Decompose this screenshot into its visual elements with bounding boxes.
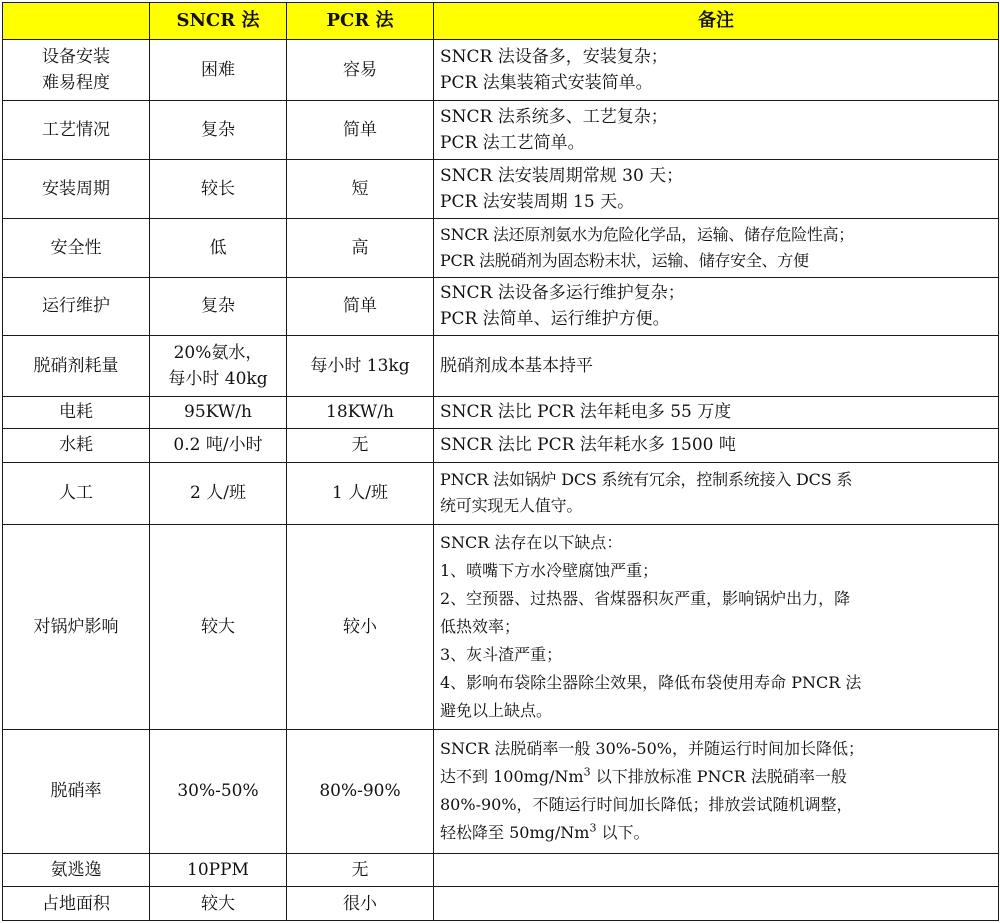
row-sncr: 0.2 吨/小时 [150,429,287,463]
row-pcr: 80%-90% [287,729,434,853]
note-line: PCR 法安装周期 15 天。 [440,191,635,212]
row-item: 运行维护 [3,277,150,335]
note-segment: 以下排放标准 PNCR 法脱硝率一般 [595,767,847,787]
row-item: 安装周期 [3,159,150,218]
note-line: 避免以上缺点。 [440,700,553,720]
row-item: 电耗 [3,396,150,429]
superscript: 3 [589,822,597,836]
row-sncr: 95KW/h [150,396,287,429]
row-note [434,40,999,101]
row-item: 脱硝率 [3,729,150,853]
table-row [3,729,999,853]
row-pcr: 较小 [287,524,434,729]
row-note [434,277,999,335]
row-note [434,159,999,218]
note-line: PCR 法简单、运行维护方便。 [440,309,670,330]
table-row [3,40,999,101]
sncr-line: 每小时 40kg [168,368,268,389]
note-line: SNCR 法系统多、工艺复杂； [440,106,668,127]
row-item: 对锅炉影响 [3,524,150,729]
note-segment: 以下。 [601,823,650,843]
row-pcr: 容易 [287,40,434,101]
row-sncr: 2 人/班 [150,462,287,524]
row-note [434,218,999,277]
row-note [434,462,999,524]
note-line: PNCR 法如锅炉 DCS 系统有冗余，控制系统接入 DCS 系 [440,470,853,490]
row-item [3,40,150,101]
note-line: 2、空预器、过热器、省煤器积灰严重，影响锅炉出力，降 [440,588,851,608]
row-pcr: 1 人/班 [287,462,434,524]
table-row [3,429,999,463]
row-pcr: 每小时 13kg [287,335,434,396]
row-sncr: 复杂 [150,100,287,159]
row-pcr: 很小 [287,887,434,921]
row-pcr: 18KW/h [287,396,434,429]
note-segment: 达不到 100mg/Nm [440,767,584,787]
note-line: 统可实现无人值守。 [440,496,583,516]
note-line: SNCR 法存在以下缺点： [440,532,623,552]
row-note [434,729,999,853]
note-line: 1、喷嘴下方水冷壁腐蚀严重； [440,560,659,580]
row-pcr: 简单 [287,277,434,335]
note-segment: 轻松降至 50mg/Nm [440,823,590,843]
table-row [3,853,999,887]
comparison-table [2,2,999,921]
row-item: 水耗 [3,429,150,463]
header-sncr: SNCR 法 [150,3,287,40]
header-pcr: PCR 法 [287,3,434,40]
header-note: 备注 [434,3,999,40]
row-item-line: 难易程度 [42,72,110,93]
row-item: 工艺情况 [3,100,150,159]
note-line: 80%-90%，不随运行时间加长降低；排放尝试随机调整， [440,795,853,815]
table-row [3,100,999,159]
row-item-line: 设备安装 [42,46,110,67]
row-pcr: 短 [287,159,434,218]
note-line: PCR 法集装箱式安装简单。 [440,72,653,93]
row-item: 氨逃逸 [3,853,150,887]
row-sncr: 低 [150,218,287,277]
row-note: SNCR 法比 PCR 法年耗电多 55 万度 [434,396,999,429]
note-line: PCR 法工艺简单。 [440,132,585,153]
row-item: 脱硝剂耗量 [3,335,150,396]
note-line: SNCR 法安装周期常规 30 天； [440,165,684,186]
note-line: SNCR 法脱硝率一般 30%-50%，并随运行时间加长降低； [440,739,864,759]
row-item: 安全性 [3,218,150,277]
row-sncr: 10PPM [150,853,287,887]
superscript: 3 [583,766,591,780]
row-sncr: 30%-50% [150,729,287,853]
note-line: 3、灰斗渣严重； [440,644,563,664]
row-sncr: 较长 [150,159,287,218]
row-sncr [150,335,287,396]
table-row [3,277,999,335]
table-row [3,396,999,429]
note-line: 4、影响布袋除尘器除尘效果，降低布袋使用寿命 PNCR 法 [440,672,862,692]
row-pcr: 无 [287,853,434,887]
row-item: 人工 [3,462,150,524]
header-item [3,3,150,40]
table-row [3,462,999,524]
row-note [434,100,999,159]
row-pcr: 简单 [287,100,434,159]
row-pcr: 无 [287,429,434,463]
note-line [440,763,992,791]
row-sncr: 复杂 [150,277,287,335]
table-row [3,218,999,277]
row-note: SNCR 法比 PCR 法年耗水多 1500 吨 [434,429,999,463]
note-line: SNCR 法设备多，安装复杂； [440,46,668,67]
note-line: PCR 法脱硝剂为固态粉末状，运输、储存安全、方便 [440,250,809,270]
table-row [3,159,999,218]
row-note [434,853,999,887]
row-pcr: 高 [287,218,434,277]
table-row [3,524,999,729]
row-note [434,524,999,729]
header-row [3,3,999,40]
sncr-line: 20%氨水， [173,342,263,363]
note-line [440,819,992,847]
row-note: 脱硝剂成本基本持平 [434,335,999,396]
table-row [3,887,999,921]
row-item: 占地面积 [3,887,150,921]
row-sncr: 困难 [150,40,287,101]
table-row [3,335,999,396]
note-line: SNCR 法还原剂氨水为危险化学品，运输、储存危险性高； [440,224,854,244]
row-sncr: 较大 [150,524,287,729]
row-sncr: 较大 [150,887,287,921]
note-line: 低热效率； [440,616,521,636]
row-note [434,887,999,921]
note-line: SNCR 法设备多运行维护复杂； [440,283,685,304]
